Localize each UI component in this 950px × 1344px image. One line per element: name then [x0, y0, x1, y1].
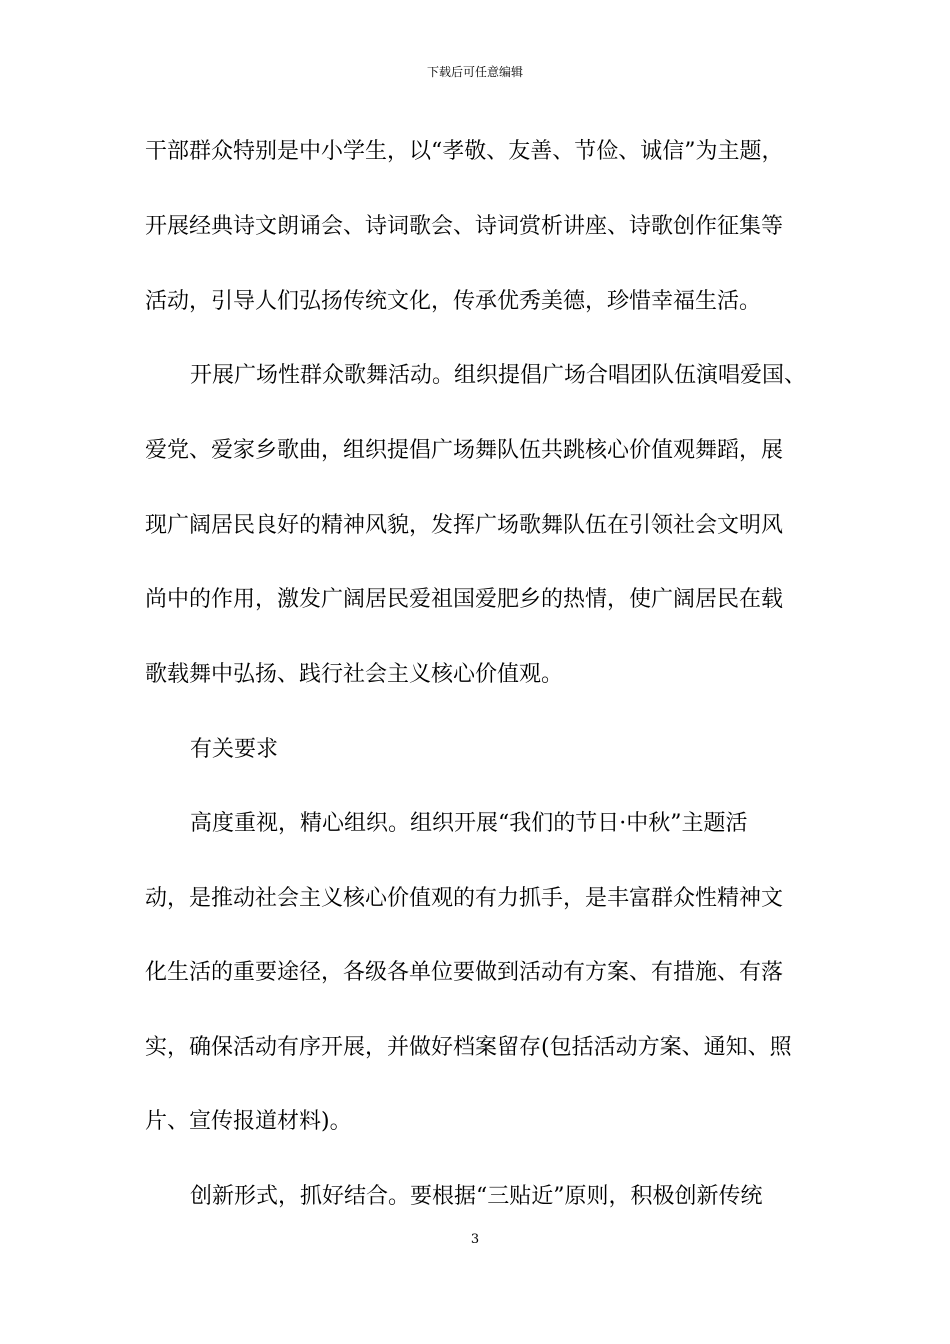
paragraph-line: 活动，引导人们弘扬传统文化，传承优秀美德，珍惜幸福生活。 [145, 289, 762, 314]
paragraph-line: 尚中的作用，激发广阔居民爱祖国爱肥乡的热情，使广阔居民在载 [145, 587, 784, 612]
paragraph-line: 爱党、爱家乡歌曲，组织提倡广场舞队伍共跳核心价值观舞蹈，展 [145, 438, 784, 463]
paragraph-line: 化生活的重要途径，各级各单位要做到活动有方案、有措施、有落 [145, 960, 784, 985]
page-number: 3 [470, 1232, 480, 1247]
paragraph-line: 创新形式，抓好结合。要根据“三贴近”原则，积极创新传统 [190, 1184, 763, 1209]
paragraph-line: 开展经典诗文朗诵会、诗词歌会、诗词赏析讲座、诗歌创作征集等 [145, 214, 784, 239]
paragraph-line: 高度重视，精心组织。组织开展“我们的节日·中秋”主题活 [190, 811, 748, 836]
paragraph-line: 片、宣传报道材料)。 [145, 1109, 352, 1134]
paragraph-line: 现广阔居民良好的精神风貌，发挥广场歌舞队伍在引领社会文明风 [145, 513, 784, 538]
section-heading: 有关要求 [190, 737, 279, 762]
page-header: 下载后可任意编辑 [426, 65, 523, 79]
paragraph-line: 干部群众特别是中小学生，以“孝敬、友善、节俭、诚信”为主题， [145, 139, 784, 164]
paragraph-line: 开展广场性群众歌舞活动。组织提倡广场合唱团队伍演唱爱国、 [190, 363, 807, 388]
paragraph-line: 实，确保活动有序开展，并做好档案留存(包括活动方案、通知、照 [145, 1035, 792, 1060]
paragraph-line: 动，是推动社会主义核心价值观的有力抓手，是丰富群众性精神文 [145, 886, 784, 911]
paragraph-line: 歌载舞中弘扬、践行社会主义核心价值观。 [145, 662, 564, 687]
